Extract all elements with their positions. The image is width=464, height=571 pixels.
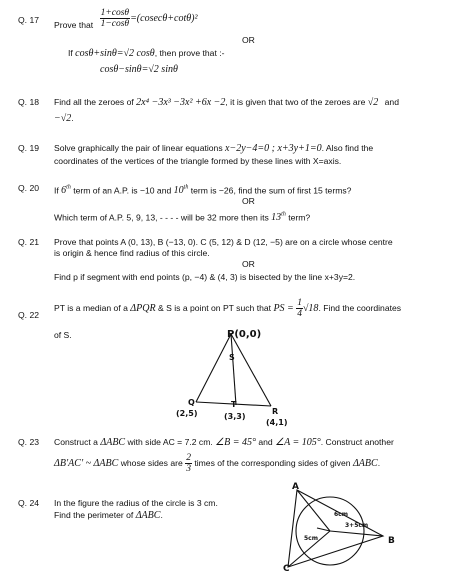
question-22 [18,298,454,428]
text-part: Solve graphically the pair of linear equations [54,143,223,153]
question-number: Q. 19 [18,143,40,153]
numerator: 1 [297,298,302,308]
prove-label: Prove that [54,19,94,30]
ordinal-suffix: th [183,185,189,191]
or-label: OR [242,196,255,206]
label-t-coords: (3,3) [224,412,246,421]
text-part: term? [288,212,311,223]
question-number: Q. 18 [18,97,40,107]
period: . [71,113,74,123]
text-part: times of the corresponding sides of given [194,457,351,468]
question-number: Q. 21 [18,237,40,247]
text-part: Find the perimeter of [54,510,134,520]
label-5cm: 5cm [304,535,318,542]
text-part: term of an A.P. is −10 and [73,185,172,196]
triangle-abc: ΔABC [100,437,126,448]
text-part: . Also find the [321,143,374,153]
and-label: and [258,437,273,447]
polynomial: 2x⁴ −3x³ −3x² +6x −2 [136,97,226,108]
text-part: Which term of A.P. 5, 9, 13, - - - - will be 32 more then its [54,212,269,223]
angle-b: ∠B = 45° [215,437,256,448]
question-21 [18,237,454,287]
root-18: √18 [302,302,319,314]
text-part: Find all the zeroes of [54,97,134,107]
text-part: term is −26, find the sum of first 15 terms? [190,185,352,196]
question-17 [18,8,454,83]
text-line-2: coordinates of the vertices of the triangle formed by these lines with X=axis. [54,156,342,166]
label-3-5cm: 3+5cm [345,522,369,529]
text-line-3: Find p if segment with end points (p, −4) & (4, 3) is bisected by the line x+3y=2. [54,272,356,282]
label-p: P(0,0) [227,329,262,340]
denominator: 4 [297,309,302,319]
triangle-abc: ΔABC [135,510,161,521]
denominator: 3 [186,464,191,474]
or-label: OR [242,35,255,45]
question-number: Q. 20 [18,183,40,193]
lhs-numerator: 1+cosθ [100,8,130,18]
text-part: , it is given that two of the zeroes are [225,97,366,107]
fraction-two-thirds [185,453,192,474]
question-20 [18,181,454,227]
text-part: . Construct another [320,437,394,447]
label-c: C [283,564,290,571]
question-24 [18,498,454,532]
term-number: 6 [61,185,67,197]
ordinal-suffix: th [66,185,71,191]
label-t: T [231,400,237,409]
condition-equation: cosθ+sinθ=√2 cosθ [75,48,155,59]
question-number: Q. 22 [18,310,40,320]
rhs-expression: =(cosecθ+cotθ)² [130,12,198,24]
question-number: Q. 24 [18,498,40,508]
period: . [377,457,381,468]
period: . [160,510,163,520]
label-r-coords: (4,1) [266,418,288,427]
fraction-one-quarter [296,298,303,319]
text-part: whose sides are [120,457,183,468]
equations: x−2y−4=0 ; x+3y+1=0 [225,143,322,154]
zero-root-2: √2 [367,97,379,108]
zero-neg-root-2: −√2 [54,113,72,124]
term-number: 10 [173,185,184,197]
text-part: & S is a point on PT such that [157,302,272,313]
angle-a: ∠A = 105° [275,437,321,448]
triangle-abc: ΔABC [352,457,378,469]
term-6 [61,185,71,196]
lhs-fraction [100,8,131,29]
question-23 [18,436,454,480]
label-b: B [388,536,395,546]
text-part: with side AC = 7.2 cm. [127,437,213,447]
if-label: If [68,48,73,58]
label-q: Q [188,398,195,407]
text-part: Construct a [54,437,98,447]
and-label: and [384,97,399,107]
similar-triangles: ΔB′AC′ ~ ΔABC [54,457,119,469]
numerator: 2 [186,453,191,463]
question-18 [18,95,454,129]
question-19 [18,142,454,168]
text-line-1: In the figure the radius of the circle is 3 cm. [54,498,218,508]
label-r: R [272,407,279,416]
lhs-denominator: 1−cosθ [100,19,130,29]
text-line-2: of S. [54,330,72,340]
label-q-coords: (2,5) [176,409,198,418]
ordinal-suffix: th [281,212,286,218]
label-s: S [229,353,235,362]
triangle-pqr: ΔPQR [130,302,156,314]
term-10 [174,185,189,196]
text-line-2: is origin & hence find radius of this circle. [54,248,210,258]
term-number: 13 [271,212,282,224]
text-part: If [54,185,59,196]
label-a: A [292,482,299,492]
question-number: Q. 23 [18,437,40,447]
result-equation: cosθ−sinθ=√2 sinθ [100,64,178,75]
text-part: . Find the coordinates [318,302,402,313]
text-part: PT is a median of a [54,302,128,313]
question-number: Q. 17 [18,15,40,25]
then-label: , then prove that :- [154,48,225,58]
ps-label: PS = [273,302,294,314]
text-line-1: Prove that points A (0, 13), B (−13, 0). C (5, 12) & D (12, −5) are on a circle whose centre [54,237,393,247]
label-6cm: 6cm [334,511,348,518]
term-13 [271,212,286,223]
or-label: OR [242,259,255,269]
